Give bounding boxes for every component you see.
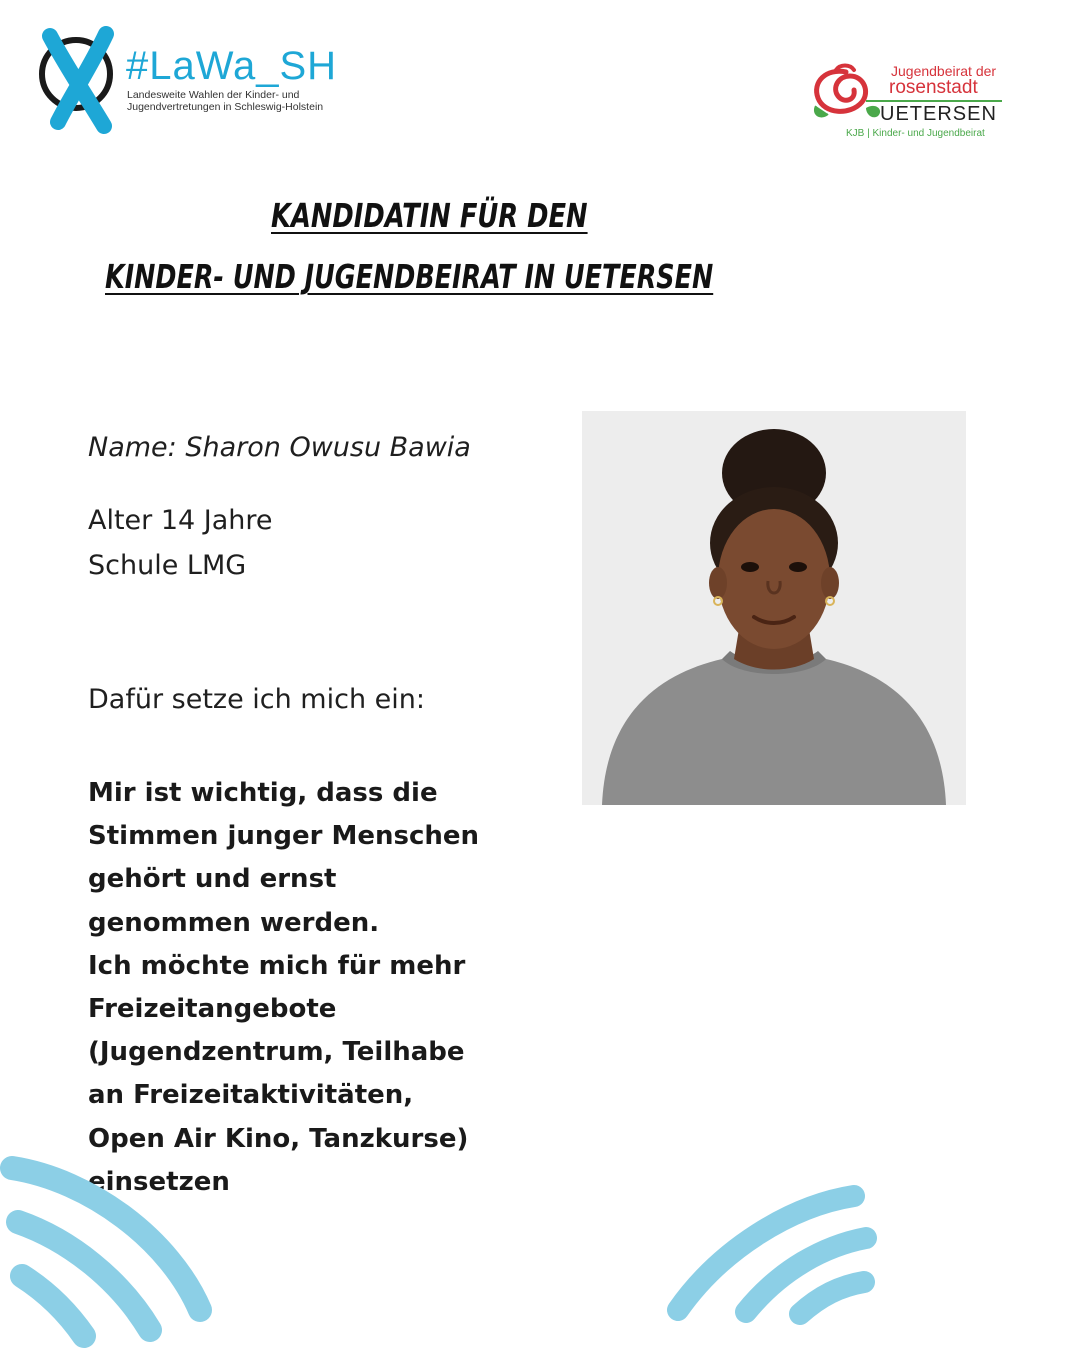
- commitment-label: Dafür setze ich mich ein:: [88, 684, 425, 715]
- headline-line-1: KANDIDATIN FÜR DEN: [271, 196, 588, 235]
- lawa-subtitle-line-2: Jugendvertretungen in Schleswig-Holstein: [127, 101, 324, 113]
- swoosh-right-icon: [650, 1180, 880, 1340]
- candidate-statement: [88, 772, 558, 1204]
- lawa-subtitle-line-1: Landesweite Wahlen der Kinder- und: [127, 89, 300, 101]
- statement-line: einsetzen: [88, 1166, 230, 1197]
- jb-logo-line-4: KJB | Kinder- und Jugendbeirat: [846, 128, 985, 139]
- jb-logo-line-1: Jugendbeirat der: [891, 63, 997, 79]
- statement-line: an Freizeitaktivitäten,: [88, 1080, 414, 1111]
- candidate-name: Name: Sharon Owusu Bawia: [88, 432, 471, 463]
- statement-line: Ich möchte mich für mehr: [88, 950, 466, 981]
- lawa-title: #LaWa_SH: [126, 44, 338, 88]
- candidate-age: Alter 14 Jahre: [88, 505, 273, 536]
- statement-line: gehört und ernst: [88, 864, 337, 895]
- swoosh-left-icon: [0, 1150, 230, 1350]
- statement-line: Freizeitangebote: [88, 994, 337, 1025]
- statement-line: (Jugendzentrum, Teilhabe: [88, 1037, 465, 1068]
- jb-logo-line-2: rosenstadt: [889, 77, 978, 98]
- candidate-photo: [582, 411, 966, 805]
- jb-logo-line-3: UETERSEN: [880, 103, 997, 125]
- jb-logo-divider: [866, 100, 1002, 102]
- statement-line: Open Air Kino, Tanzkurse): [88, 1123, 469, 1154]
- statement-line: Mir ist wichtig, dass die: [88, 778, 438, 808]
- headline-line-2: KINDER- UND JUGENDBEIRAT IN UETERSEN: [105, 257, 714, 296]
- statement-line: Stimmen junger Menschen: [88, 821, 480, 852]
- lawa-subtitle: [127, 89, 367, 113]
- candidate-school: Schule LMG: [88, 550, 247, 581]
- statement-line: genommen werden.: [88, 907, 380, 938]
